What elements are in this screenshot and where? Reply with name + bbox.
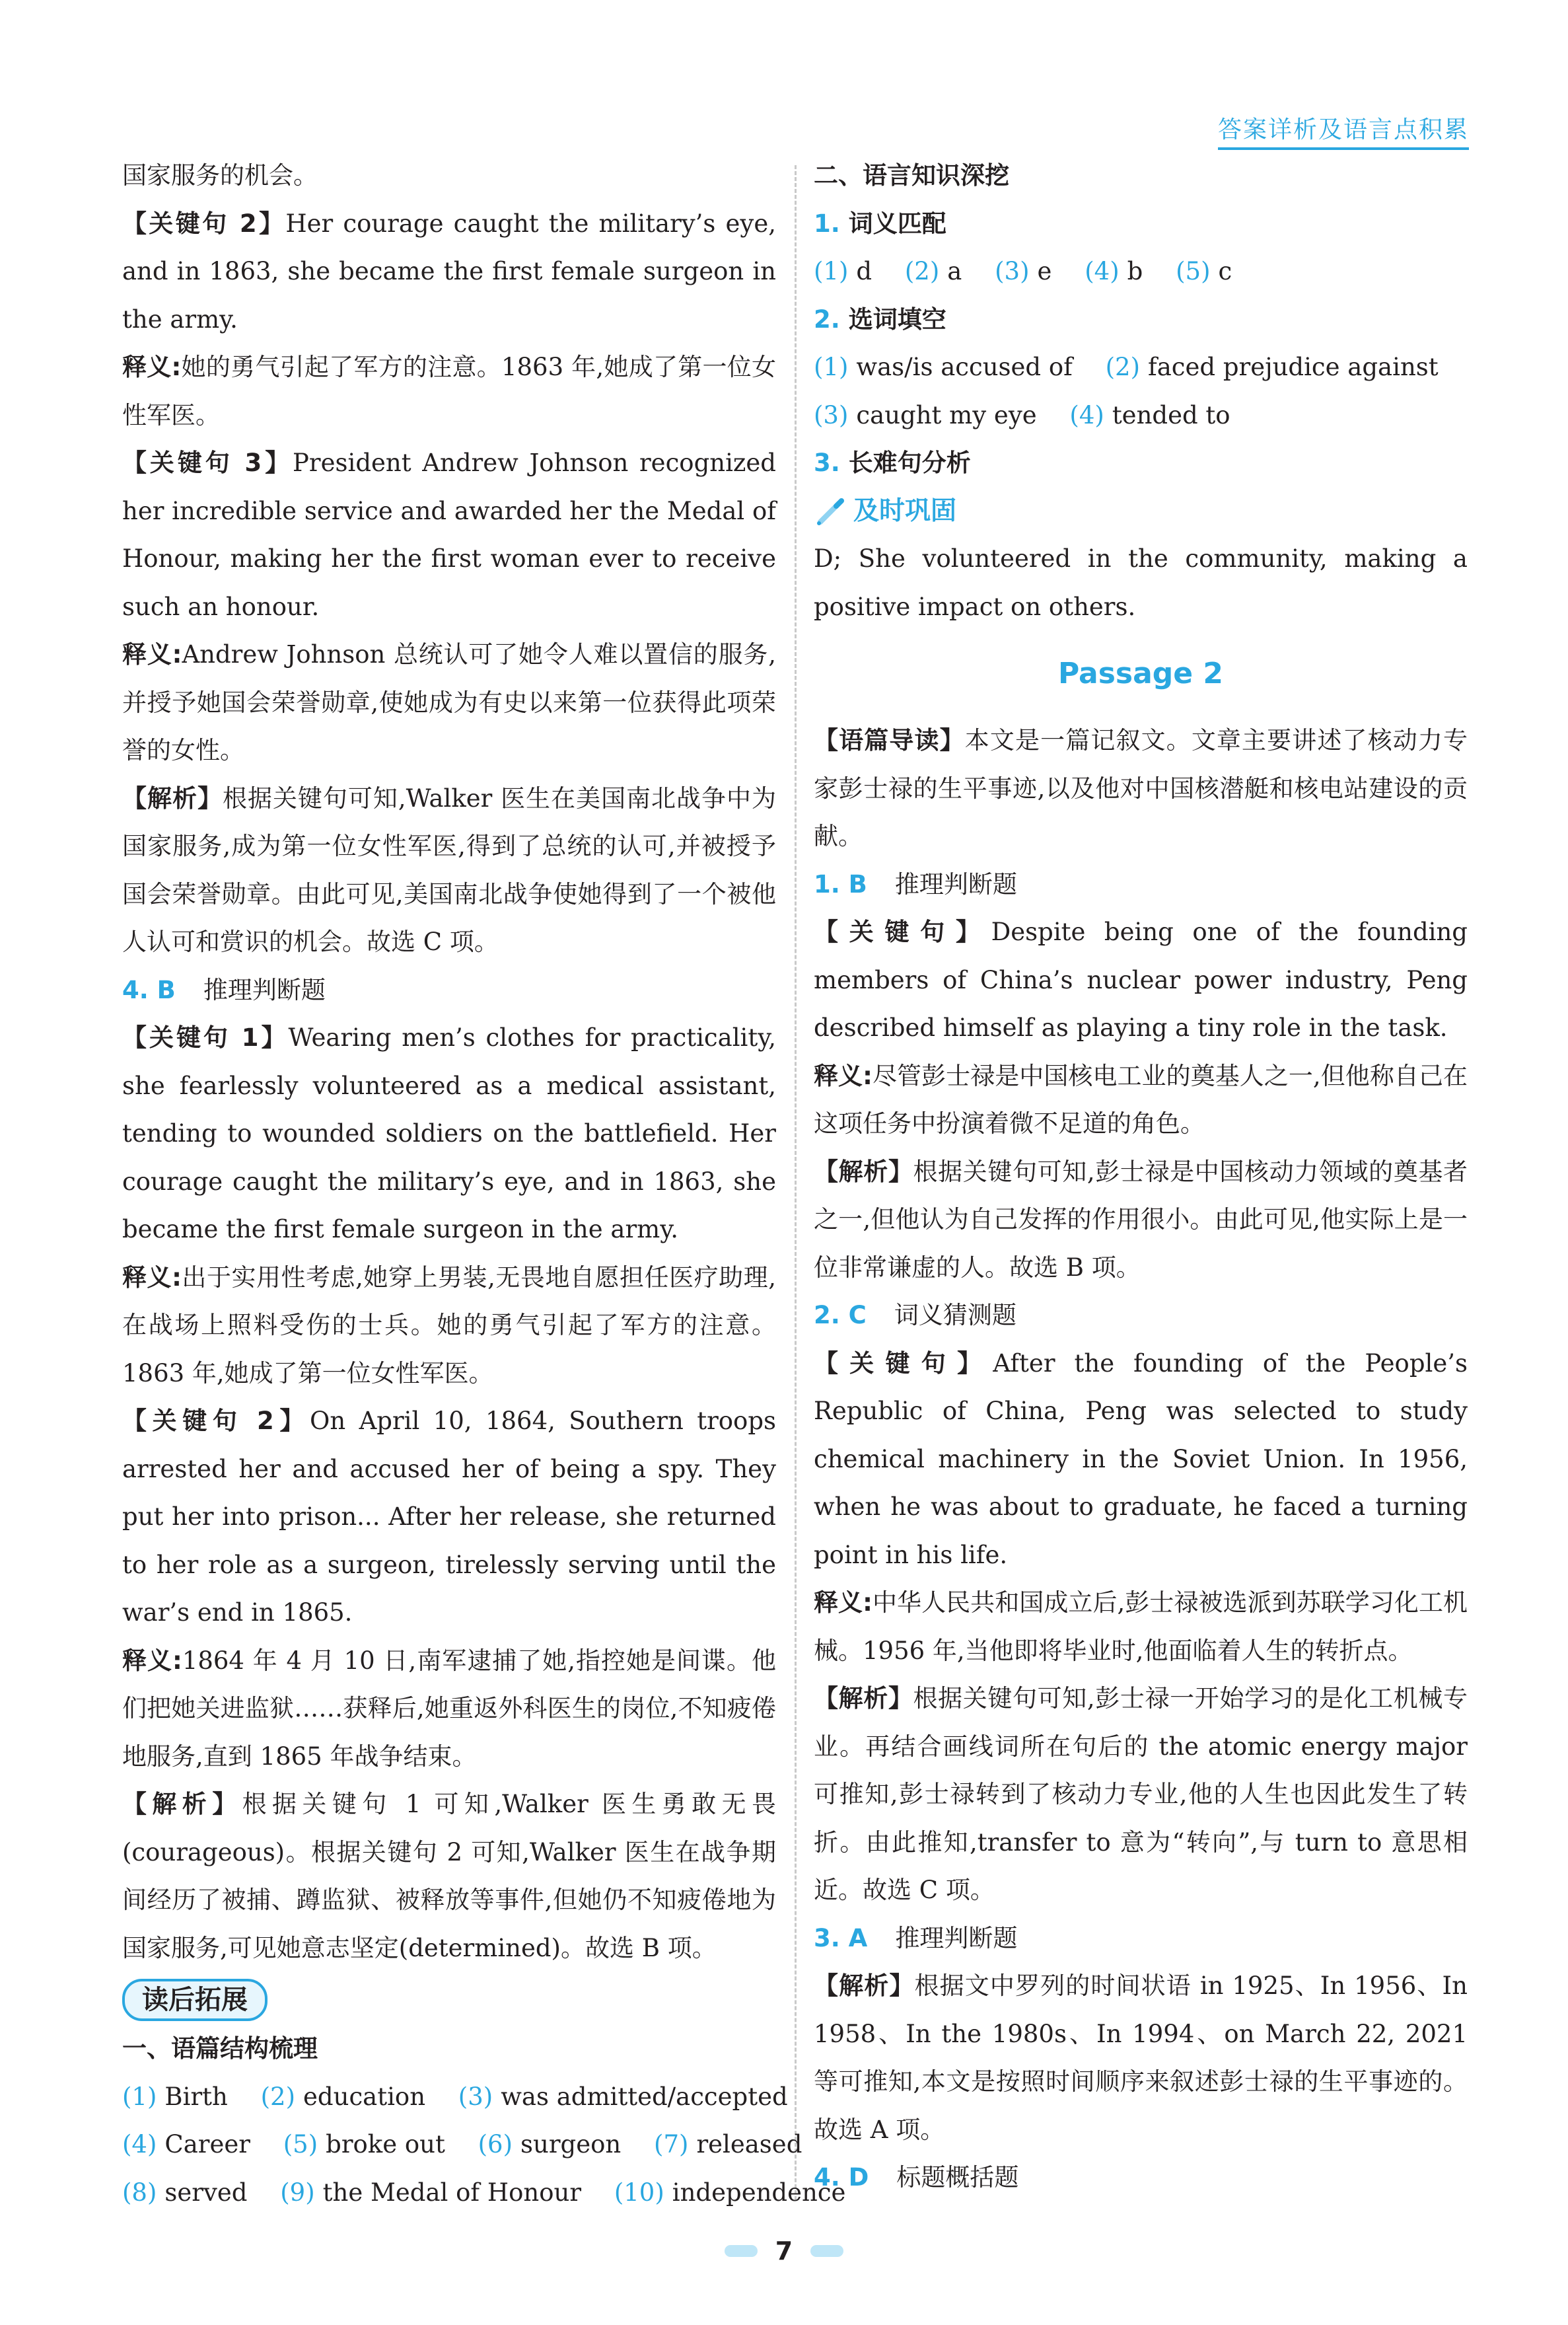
question-heading: 4. B 推理判断题 [122, 975, 326, 1004]
answer-row: (1) d (2) a (3) e (4) b (5) c [814, 257, 1232, 285]
paragraph: 释义:尽管彭士禄是中国核电工业的奠基人之一,但他称自己在这项任务中扮演着微不足道的角色。 [814, 1061, 1468, 1138]
paragraph: 释义:中华人民共和国成立后,彭士禄被选派到苏联学习化工机械。1956 年,当他即将毕业时,他面临着人生的转折点。 [814, 1588, 1468, 1665]
section-tag: 读后拓展 [122, 1979, 267, 2021]
header-title: 答案详析及语言点积累 [1218, 111, 1469, 150]
paragraph: 【关键句 1】Wearing men’s clothes for practicality, she fearlessly volunteered as a medical assistant, tending to wounded soldiers on the battlefield. Her courage caught the military’s eye, and in 1863, she became the first female surgeon in the army. [122, 1023, 776, 1243]
answer-row: (1) was/is accused of (2) faced prejudice against [814, 353, 1439, 381]
paragraph: D; She volunteered in the community, making a positive impact on others. [814, 544, 1468, 621]
question-heading: 2. C 词义猜测题 [814, 1301, 1016, 1329]
consolidate-heading: 及时巩固 [814, 488, 1468, 536]
paragraph: 释义:她的勇气引起了军方的注意。1863 年,她成了第一位女性军医。 [122, 353, 777, 429]
subsection-heading: 2. 选词填空 [814, 305, 946, 334]
subsection-heading: 1. 词义匹配 [814, 209, 946, 238]
answer-row: (1) Birth (2) education (3) was admitted/accepted [122, 2082, 788, 2111]
passage-title: Passage 2 [1057, 657, 1224, 690]
page-footer [0, 2236, 1568, 2266]
paragraph: 【解析】根据关键句 1 可知,Walker 医生勇敢无畏(courageous)。根据关键句 2 可知,Walker 医生在战争期间经历了被捕、蹲监狱、被释放等事件,但她仍不知疲倦地为国家服务,可见她意志坚定(determined)。故选 B 项。 [122, 1790, 777, 1962]
paragraph: 【语篇导读】本文是一篇记叙文。文章主要讲述了核动力专家彭士禄的生平事迹,以及他对中国核潜艇和核电站建设的贡献。 [814, 726, 1468, 850]
paragraph: 国家服务的机会。 [122, 161, 318, 190]
paragraph: 【关键句 3】President Andrew Johnson recognized her incredible service and awarded her the Medal of Honour, making her the first woman ever to receive such an honour. [122, 449, 776, 621]
paragraph: 【解析】根据文中罗列的时间状语 in 1925、In 1956、In 1958、In the 1980s、In 1994、on March 22, 2021 等可推知,本文是按照时间顺序来叙述彭士禄的生平事迹的。故选 A 项。 [814, 1972, 1468, 2144]
subsection-heading: 3. 长难句分析 [814, 449, 971, 477]
question-heading: 3. A 推理判断题 [814, 1923, 1018, 1952]
question-heading: 4. D 标题概括题 [814, 2163, 1019, 2192]
paragraph: 释义:出于实用性考虑,她穿上男装,无畏地自愿担任医疗助理,在战场上照料受伤的士兵。她的勇气引起了军方的注意。1863 年,她成了第一位女性军医。 [122, 1263, 776, 1387]
paragraph: 【关键句 2】Her courage caught the military’s eye, and in 1863, she became the first female surgeon in the army. [122, 209, 776, 334]
footer-bar-left [725, 2245, 758, 2257]
footer-bar-right [810, 2245, 843, 2257]
paragraph: 释义:1864 年 4 月 10 日,南军逮捕了她,指控她是间谍。他们把她关进监狱……获释后,她重返外科医生的岗位,不知疲倦地服务,直到 1865 年战争结束。 [122, 1646, 776, 1771]
paragraph: 【关键句 2】On April 10, 1864, Southern troops arrested her and accused her of being a spy. They put her into prison... After her release, she returned to her role as a surgeon, tirelessly serving until the war’s end in 1865. [122, 1407, 776, 1627]
answer-row: (8) served (9) the Medal of Honour (10) independence [122, 2178, 846, 2207]
left-column [122, 152, 846, 2217]
section-heading: 一、语篇结构梳理 [122, 2034, 318, 2063]
pen-icon [814, 496, 847, 529]
answer-row: (3) caught my eye (4) tended to [814, 400, 1230, 429]
question-heading: 1. B 推理判断题 [814, 869, 1017, 899]
paragraph: 【解析】根据关键句可知,彭士禄一开始学习的是化工机械专业。再结合画线词所在句后的 the atomic energy major 可推知,彭士禄转到了核动力专业,他的人生也因此发生了转折。由此推知,transfer to 意为“转向”,与 turn to 意思相近。故选 C 项。 [814, 1684, 1468, 1904]
page-number: 7 [775, 2236, 793, 2266]
paragraph: 【解析】根据关键句可知,彭士禄是中国核动力领域的奠基者之一,但他认为自己发挥的作用很小。由此可见,他实际上是一位非常谦虚的人。故选 B 项。 [814, 1157, 1468, 1282]
section-heading: 二、语言知识深挖 [814, 161, 1009, 190]
paragraph: 释义:Andrew Johnson 总统认可了她令人难以置信的服务,并授予她国会荣誉勋章,使她成为有史以来第一位获得此项荣誉的女性。 [122, 640, 776, 764]
right-column [814, 152, 1468, 2202]
paragraph: 【关键句】Despite being one of the founding members of China’s nuclear power industry, Peng described himself as playing a tiny role in the task. [814, 918, 1468, 1042]
paragraph: 【关键句】After the founding of the People’s Republic of China, Peng was selected to study chemical machinery in the Soviet Union. In 1956, when he was about to graduate, he faced a turning point in his life. [814, 1348, 1468, 1569]
paragraph: 【解析】根据关键句可知,Walker 医生在美国南北战争中为国家服务,成为第一位女性军医,得到了总统的认可,并被授予国会荣誉勋章。由此可见,美国南北战争使她得到了一个被他人认可和赏识的机会。故选 C 项。 [122, 784, 777, 956]
column-divider [795, 165, 797, 2200]
answer-row: (4) Career (5) broke out (6) surgeon (7) released [122, 2130, 802, 2159]
